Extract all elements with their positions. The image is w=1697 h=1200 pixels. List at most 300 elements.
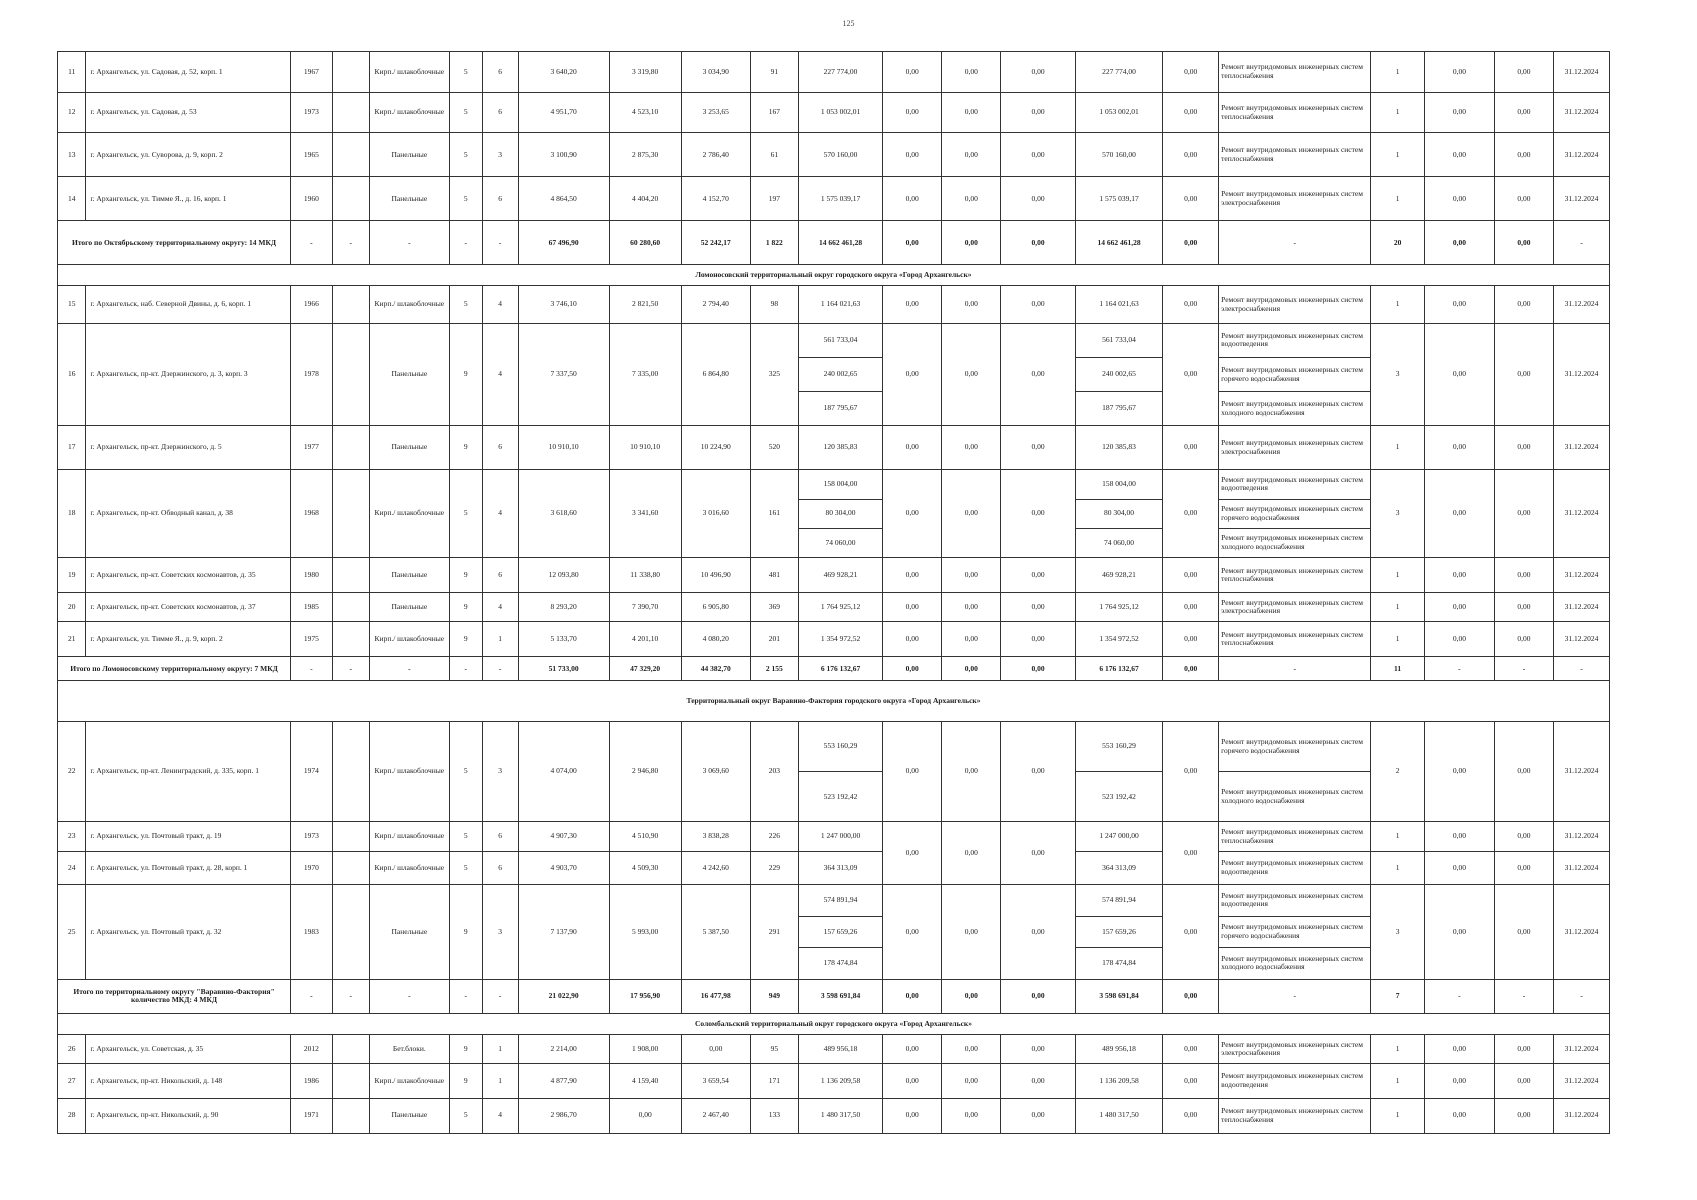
year-cell: 1977 (291, 426, 333, 470)
material-cell: Панельные (369, 177, 449, 221)
work-type-cell: Ремонт внутридомовых инженерных систем электроснабжения (1219, 177, 1371, 221)
cost-budget-cell: 0,00 (942, 622, 1001, 657)
entrances-cell: - (482, 979, 518, 1013)
cost-cell-item: 561 733,04 (823, 335, 858, 345)
works-count-cell: 11 (1371, 657, 1425, 681)
cost-total-cell-item: 240 002,65 (1076, 357, 1163, 391)
row-number-cell: 17 (58, 426, 86, 470)
cost-cell: 1 136 209,58 (798, 1064, 882, 1098)
cost-owners-cell: 0,00 (1163, 92, 1219, 133)
table-body (58, 52, 1610, 1134)
cost-local-cell: 0,00 (1001, 323, 1075, 425)
row-number-cell: 27 (58, 1064, 86, 1098)
entrances-cell: 6 (482, 426, 518, 470)
cost-total-cell: 1 575 039,17 (1075, 177, 1163, 221)
residents-cell: 481 (750, 558, 798, 593)
cost-local-cell: 0,00 (1001, 979, 1075, 1013)
row-number-cell: 22 (58, 722, 86, 822)
cost-funds-cell: 0,00 (883, 1034, 942, 1064)
table-row (58, 286, 1610, 323)
cost-total-cell (1075, 885, 1163, 980)
address-cell: г. Архангельск, пр-кт. Обводный канал, д. 38 (86, 470, 291, 558)
row-number-cell: 18 (58, 470, 86, 558)
living-area-cell: 0,00 (609, 1098, 681, 1133)
cost-funds-cell: 0,00 (883, 426, 942, 470)
residents-cell: 1 822 (750, 221, 798, 265)
living-area-cell: 4 159,40 (609, 1064, 681, 1098)
zero-cell-2: 0,00 (1494, 722, 1553, 822)
cost-total-cell: 1 764 925,12 (1075, 593, 1163, 622)
total-row (58, 657, 1610, 681)
material-cell: Кирп./ шлакоблочные (369, 1064, 449, 1098)
entrances-cell: 3 (482, 885, 518, 980)
works-count-cell: 1 (1371, 593, 1425, 622)
row-number-cell: 13 (58, 133, 86, 177)
district-header-row (58, 1013, 1610, 1034)
cost-owners-cell: 0,00 (1163, 1098, 1219, 1133)
cost-local-cell: 0,00 (1001, 1064, 1075, 1098)
owned-area-cell: 3 253,65 (681, 92, 750, 133)
cost-funds-cell: 0,00 (883, 1064, 942, 1098)
cost-cell-item: 74 060,00 (799, 528, 882, 557)
cost-budget-cell: 0,00 (942, 177, 1001, 221)
material-cell: Панельные (369, 133, 449, 177)
completion-date-cell: 31.12.2024 (1554, 593, 1610, 622)
cost-local-cell: 0,00 (1001, 426, 1075, 470)
blank-cell (332, 1064, 369, 1098)
total-row (58, 979, 1610, 1013)
table-row (58, 852, 1610, 885)
living-area-cell: 11 338,80 (609, 558, 681, 593)
address-cell: г. Архангельск, пр-кт. Дзержинского, д. 5 (86, 426, 291, 470)
works-count-cell: 1 (1371, 622, 1425, 657)
cost-total-cell-item: 157 659,26 (1076, 916, 1163, 948)
row-number-cell: 14 (58, 177, 86, 221)
zero-cell-1: 0,00 (1424, 885, 1494, 980)
blank-cell (332, 1034, 369, 1064)
address-cell: г. Архангельск, пр-кт. Советских космонавтов, д. 37 (86, 593, 291, 622)
cost-cell: 570 160,00 (798, 133, 882, 177)
blank-cell (332, 1098, 369, 1133)
cost-funds-cell: 0,00 (883, 822, 942, 885)
zero-cell-2: 0,00 (1494, 852, 1553, 885)
entrances-cell: 6 (482, 558, 518, 593)
cost-budget-cell: 0,00 (942, 822, 1001, 885)
floors-cell: 5 (449, 722, 482, 822)
work-type-cell-item: Ремонт внутридомовых инженерных систем холодного водоснабжения (1219, 528, 1370, 557)
completion-date-cell: 31.12.2024 (1554, 470, 1610, 558)
district-header: Соломбальский территориальный округ городского округа «Город Архангельск» (58, 1013, 1610, 1034)
cost-owners-cell: 0,00 (1163, 177, 1219, 221)
material-cell: Панельные (369, 593, 449, 622)
total-area-cell: 12 093,80 (518, 558, 609, 593)
cost-cell: 120 385,83 (798, 426, 882, 470)
zero-cell-2: 0,00 (1494, 426, 1553, 470)
year-cell: 1986 (291, 1064, 333, 1098)
cost-budget-cell: 0,00 (942, 133, 1001, 177)
living-area-cell: 2 821,50 (609, 286, 681, 323)
cost-budget-cell: 0,00 (942, 92, 1001, 133)
entrances-cell: 6 (482, 822, 518, 852)
address-cell: г. Архангельск, пр-кт. Советских космонавтов, д. 35 (86, 558, 291, 593)
cost-cell-item: 187 795,67 (799, 391, 882, 425)
cost-total-cell-item: 74 060,00 (1076, 528, 1163, 557)
cost-local-cell: 0,00 (1001, 885, 1075, 980)
cost-local-cell: 0,00 (1001, 52, 1075, 93)
cost-total-cell: 1 136 209,58 (1075, 1064, 1163, 1098)
zero-cell-2: 0,00 (1494, 1064, 1553, 1098)
total-area-cell: 5 133,70 (518, 622, 609, 657)
cost-budget-cell: 0,00 (942, 657, 1001, 681)
completion-date-cell: 31.12.2024 (1554, 885, 1610, 980)
work-type-cell-item: Ремонт внутридомовых инженерных систем горячего водоснабжения (1219, 357, 1370, 391)
completion-date-cell: 31.12.2024 (1554, 1098, 1610, 1133)
work-type-cell (1219, 323, 1371, 425)
total-area-cell: 67 496,90 (518, 221, 609, 265)
address-cell: г. Архангельск, ул. Советская, д. 35 (86, 1034, 291, 1064)
blank-cell: - (332, 221, 369, 265)
total-area-cell: 3 746,10 (518, 286, 609, 323)
cost-cell: 469 928,21 (798, 558, 882, 593)
cost-total-cell: 227 774,00 (1075, 52, 1163, 93)
floors-cell: 9 (449, 593, 482, 622)
residents-cell: 161 (750, 470, 798, 558)
works-count-cell: 3 (1371, 323, 1425, 425)
cost-funds-cell: 0,00 (883, 52, 942, 93)
zero-cell-2: 0,00 (1494, 593, 1553, 622)
year-cell: 1973 (291, 822, 333, 852)
cost-local-cell: 0,00 (1001, 722, 1075, 822)
cost-total-cell: 1 247 000,00 (1075, 822, 1163, 852)
blank-cell: - (332, 657, 369, 681)
work-type-cell: Ремонт внутридомовых инженерных систем электроснабжения (1219, 426, 1371, 470)
table-row (58, 52, 1610, 93)
work-type-cell: Ремонт внутридомовых инженерных систем водоотведения (1219, 852, 1371, 885)
total-area-cell: 3 640,20 (518, 52, 609, 93)
cost-cell (798, 323, 882, 425)
cost-budget-cell: 0,00 (942, 1034, 1001, 1064)
row-number-cell: 26 (58, 1034, 86, 1064)
residents-cell: 226 (750, 822, 798, 852)
zero-cell-1: 0,00 (1424, 133, 1494, 177)
cost-cell: 3 598 691,84 (798, 979, 882, 1013)
year-cell: 1980 (291, 558, 333, 593)
total-area-cell: 2 214,00 (518, 1034, 609, 1064)
total-area-cell: 4 907,30 (518, 822, 609, 852)
blank-cell (332, 885, 369, 980)
owned-area-cell: 3 034,90 (681, 52, 750, 93)
cost-owners-cell: 0,00 (1163, 657, 1219, 681)
cost-cell (798, 722, 882, 822)
cost-cell-item: 523 192,42 (799, 771, 882, 821)
floors-cell: 9 (449, 885, 482, 980)
cost-cell (798, 470, 882, 558)
material-cell: Кирп./ шлакоблочные (369, 92, 449, 133)
living-area-cell: 4 510,90 (609, 822, 681, 852)
works-count-cell: 1 (1371, 822, 1425, 852)
address-cell: г. Архангельск, ул. Суворова, д. 9, корп. 2 (86, 133, 291, 177)
entrances-cell: 3 (482, 133, 518, 177)
row-number-cell: 23 (58, 822, 86, 852)
cost-local-cell: 0,00 (1001, 177, 1075, 221)
cost-funds-cell: 0,00 (883, 979, 942, 1013)
residents-cell: 167 (750, 92, 798, 133)
floors-cell: - (449, 979, 482, 1013)
floors-cell: 5 (449, 1098, 482, 1133)
works-count-cell: 7 (1371, 979, 1425, 1013)
cost-owners-cell: 0,00 (1163, 323, 1219, 425)
living-area-cell: 1 908,00 (609, 1034, 681, 1064)
table-row (58, 323, 1610, 425)
blank-cell (332, 177, 369, 221)
zero-cell-1: 0,00 (1424, 52, 1494, 93)
owned-area-cell: 3 659,54 (681, 1064, 750, 1098)
work-type-cell: - (1219, 221, 1371, 265)
zero-cell-1: 0,00 (1424, 323, 1494, 425)
completion-date-cell: 31.12.2024 (1554, 1064, 1610, 1098)
cost-total-cell: 469 928,21 (1075, 558, 1163, 593)
total-row (58, 221, 1610, 265)
cost-local-cell: 0,00 (1001, 657, 1075, 681)
work-type-cell: Ремонт внутридомовых инженерных систем электроснабжения (1219, 1034, 1371, 1064)
completion-date-cell: 31.12.2024 (1554, 822, 1610, 852)
cost-budget-cell: 0,00 (942, 979, 1001, 1013)
cost-cell-item: 80 304,00 (799, 499, 882, 528)
cost-owners-cell: 0,00 (1163, 593, 1219, 622)
zero-cell-2: 0,00 (1494, 323, 1553, 425)
cost-funds-cell: 0,00 (883, 177, 942, 221)
living-area-cell: 17 956,90 (609, 979, 681, 1013)
works-count-cell: 1 (1371, 1064, 1425, 1098)
cost-total-cell: 489 956,18 (1075, 1034, 1163, 1064)
owned-area-cell: 6 905,80 (681, 593, 750, 622)
entrances-cell: 4 (482, 593, 518, 622)
zero-cell-2: 0,00 (1494, 822, 1553, 852)
completion-date-cell: - (1554, 979, 1610, 1013)
cost-total-cell-item: 158 004,00 (1102, 479, 1136, 489)
entrances-cell: 6 (482, 52, 518, 93)
work-type-cell: Ремонт внутридомовых инженерных систем электроснабжения (1219, 286, 1371, 323)
works-count-cell: 3 (1371, 470, 1425, 558)
cost-owners-cell: 0,00 (1163, 286, 1219, 323)
year-cell: 1973 (291, 92, 333, 133)
cost-owners-cell: 0,00 (1163, 52, 1219, 93)
residents-cell: 325 (750, 323, 798, 425)
cost-total-cell: 3 598 691,84 (1075, 979, 1163, 1013)
work-type-cell-item: Ремонт внутридомовых инженерных систем горячего водоснабжения (1219, 499, 1370, 528)
year-cell: 1975 (291, 622, 333, 657)
table-row (58, 133, 1610, 177)
work-type-cell (1219, 470, 1371, 558)
residents-cell: 520 (750, 426, 798, 470)
cost-cell: 364 313,09 (798, 852, 882, 885)
owned-area-cell: 5 387,50 (681, 885, 750, 980)
year-cell: 1968 (291, 470, 333, 558)
work-type-cell-item: Ремонт внутридомовых инженерных систем водоотведения (1221, 330, 1363, 349)
cost-cell: 1 354 972,52 (798, 622, 882, 657)
cost-cell: 227 774,00 (798, 52, 882, 93)
cost-owners-cell: 0,00 (1163, 558, 1219, 593)
owned-area-cell: 2 786,40 (681, 133, 750, 177)
row-number-cell: 21 (58, 622, 86, 657)
residents-cell: 2 155 (750, 657, 798, 681)
total-label: Итого по Ломоносовскому территориальному округу: 7 МКД (58, 657, 291, 681)
repair-register-table (57, 51, 1610, 1134)
cost-local-cell: 0,00 (1001, 1098, 1075, 1133)
material-cell: Панельные (369, 558, 449, 593)
cost-funds-cell: 0,00 (883, 558, 942, 593)
residents-cell: 95 (750, 1034, 798, 1064)
work-type-cell: - (1219, 657, 1371, 681)
address-cell: г. Архангельск, пр-кт. Ленинградский, д. 335, корп. 1 (86, 722, 291, 822)
zero-cell-2: 0,00 (1494, 885, 1553, 980)
cost-cell: 6 176 132,67 (798, 657, 882, 681)
material-cell: Кирп./ шлакоблочные (369, 286, 449, 323)
address-cell: г. Архангельск, наб. Северной Двины, д. 6, корп. 1 (86, 286, 291, 323)
total-area-cell: 8 293,20 (518, 593, 609, 622)
cost-total-cell-item: 561 733,04 (1102, 335, 1136, 345)
floors-cell: 5 (449, 822, 482, 852)
owned-area-cell: 44 382,70 (681, 657, 750, 681)
residents-cell: 949 (750, 979, 798, 1013)
cost-budget-cell: 0,00 (942, 221, 1001, 265)
living-area-cell: 7 390,70 (609, 593, 681, 622)
work-type-cell: Ремонт внутридомовых инженерных систем электроснабжения (1219, 593, 1371, 622)
address-cell: г. Архангельск, ул. Почтовый тракт, д. 19 (86, 822, 291, 852)
table-row (58, 177, 1610, 221)
district-header-row (58, 681, 1610, 722)
row-number-cell: 11 (58, 52, 86, 93)
works-count-cell: 3 (1371, 885, 1425, 980)
cost-total-cell: 1 480 317,50 (1075, 1098, 1163, 1133)
cost-funds-cell: 0,00 (883, 221, 942, 265)
floors-cell: 5 (449, 52, 482, 93)
works-count-cell: 2 (1371, 722, 1425, 822)
residents-cell: 61 (750, 133, 798, 177)
floors-cell: 5 (449, 286, 482, 323)
blank-cell (332, 286, 369, 323)
material-cell: Кирп./ шлакоблочные (369, 722, 449, 822)
cost-total-cell-item: 523 192,42 (1076, 771, 1163, 821)
material-cell: Кирп./ шлакоблочные (369, 622, 449, 657)
zero-cell-1: 0,00 (1424, 221, 1494, 265)
owned-area-cell: 4 080,20 (681, 622, 750, 657)
cost-total-cell-item: 553 160,29 (1102, 741, 1136, 751)
zero-cell-1: 0,00 (1424, 558, 1494, 593)
owned-area-cell: 2 467,40 (681, 1098, 750, 1133)
zero-cell-2: 0,00 (1494, 52, 1553, 93)
work-type-cell: Ремонт внутридомовых инженерных систем теплоснабжения (1219, 558, 1371, 593)
living-area-cell: 47 329,20 (609, 657, 681, 681)
cost-owners-cell: 0,00 (1163, 426, 1219, 470)
address-cell: г. Архангельск, ул. Почтовый тракт, д. 28, корп. 1 (86, 852, 291, 885)
residents-cell: 201 (750, 622, 798, 657)
cost-funds-cell: 0,00 (883, 1098, 942, 1133)
cost-local-cell: 0,00 (1001, 822, 1075, 885)
living-area-cell: 4 509,30 (609, 852, 681, 885)
entrances-cell: 4 (482, 1098, 518, 1133)
cost-cell: 1 575 039,17 (798, 177, 882, 221)
living-area-cell: 10 910,10 (609, 426, 681, 470)
row-number-cell: 19 (58, 558, 86, 593)
row-number-cell: 12 (58, 92, 86, 133)
cost-owners-cell: 0,00 (1163, 1064, 1219, 1098)
owned-area-cell: 52 242,17 (681, 221, 750, 265)
work-type-cell-item: Ремонт внутридомовых инженерных систем холодного водоснабжения (1219, 391, 1370, 425)
table-row (58, 722, 1610, 822)
zero-cell-2: 0,00 (1494, 1034, 1553, 1064)
floors-cell: 5 (449, 470, 482, 558)
zero-cell-1: 0,00 (1424, 593, 1494, 622)
cost-funds-cell: 0,00 (883, 286, 942, 323)
floors-cell: 5 (449, 133, 482, 177)
cost-total-cell-item: 80 304,00 (1076, 499, 1163, 528)
blank-cell (332, 92, 369, 133)
entrances-cell: 1 (482, 622, 518, 657)
material-cell: Панельные (369, 885, 449, 980)
table-row (58, 1098, 1610, 1133)
table-row (58, 593, 1610, 622)
cost-funds-cell: 0,00 (883, 323, 942, 425)
cost-funds-cell: 0,00 (883, 885, 942, 980)
zero-cell-1: 0,00 (1424, 470, 1494, 558)
entrances-cell: 1 (482, 1064, 518, 1098)
residents-cell: 171 (750, 1064, 798, 1098)
cost-owners-cell: 0,00 (1163, 979, 1219, 1013)
cost-total-cell: 1 354 972,52 (1075, 622, 1163, 657)
entrances-cell: 4 (482, 286, 518, 323)
material-cell: - (369, 657, 449, 681)
material-cell: Кирп./ шлакоблочные (369, 52, 449, 93)
material-cell: - (369, 979, 449, 1013)
works-count-cell: 1 (1371, 133, 1425, 177)
table-row (58, 426, 1610, 470)
residents-cell: 91 (750, 52, 798, 93)
total-area-cell: 7 137,90 (518, 885, 609, 980)
entrances-cell: 6 (482, 177, 518, 221)
year-cell: 1978 (291, 323, 333, 425)
material-cell: Кирп./ шлакоблочные (369, 852, 449, 885)
entrances-cell: - (482, 657, 518, 681)
blank-cell: - (332, 979, 369, 1013)
year-cell: 1985 (291, 593, 333, 622)
blank-cell (332, 593, 369, 622)
owned-area-cell: 10 224,90 (681, 426, 750, 470)
cost-total-cell: 14 662 461,28 (1075, 221, 1163, 265)
entrances-cell: 4 (482, 470, 518, 558)
material-cell: Бет.блоки. (369, 1034, 449, 1064)
cost-cell: 1 164 021,63 (798, 286, 882, 323)
zero-cell-2: 0,00 (1494, 92, 1553, 133)
floors-cell: 9 (449, 622, 482, 657)
entrances-cell: 4 (482, 323, 518, 425)
works-count-cell: 1 (1371, 177, 1425, 221)
living-area-cell: 4 404,20 (609, 177, 681, 221)
entrances-cell: - (482, 221, 518, 265)
total-area-cell: 4 951,70 (518, 92, 609, 133)
entrances-cell: 6 (482, 92, 518, 133)
cost-total-cell: 6 176 132,67 (1075, 657, 1163, 681)
owned-area-cell: 0,00 (681, 1034, 750, 1064)
total-area-cell: 4 074,00 (518, 722, 609, 822)
row-number-cell: 16 (58, 323, 86, 425)
table-row (58, 1034, 1610, 1064)
blank-cell (332, 323, 369, 425)
owned-area-cell: 6 864,80 (681, 323, 750, 425)
year-cell: 2012 (291, 1034, 333, 1064)
owned-area-cell: 16 477,98 (681, 979, 750, 1013)
cost-budget-cell: 0,00 (942, 323, 1001, 425)
